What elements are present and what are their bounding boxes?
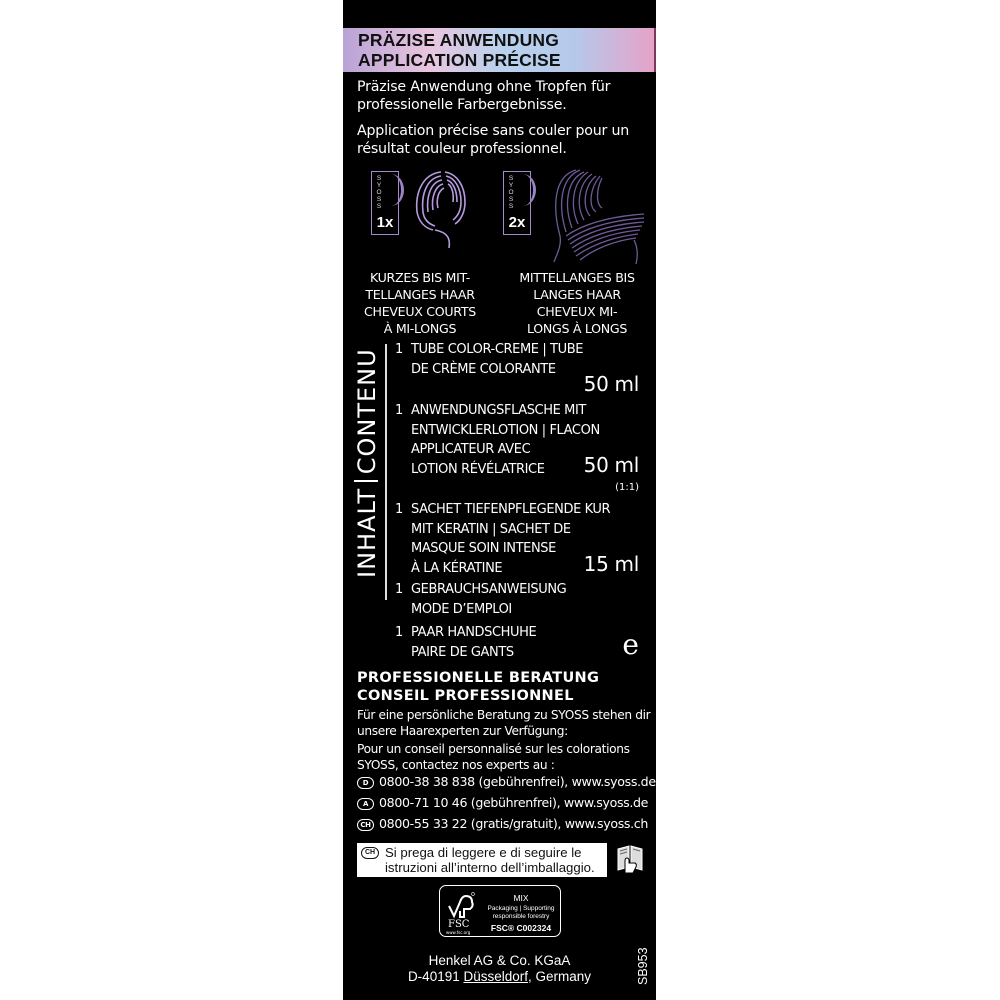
advice-text-fr-2: SYOSS, contactez nos experts au : [357, 758, 555, 772]
item-volume: 50 ml [583, 453, 639, 477]
contents-label-fr: CONTENU [353, 348, 381, 475]
product-code: SB953 [636, 947, 650, 985]
advice-text-de-1: Für eine persönliche Beratung zu SYOSS stehen dir [357, 708, 651, 722]
item-line: APPLICATEUR AVEC [411, 442, 531, 457]
item-text [411, 580, 566, 619]
item-line: PAIRE DE GANTS [411, 644, 514, 660]
divider [354, 480, 378, 482]
fsc-logo-text: FSC [448, 919, 470, 930]
notice-line: Si prega di leggere e di seguire le [385, 845, 582, 860]
item-line: ENTWICKLERLOTION | FLACON [411, 422, 600, 438]
item-line: MODE D’EMPLOI [411, 601, 512, 617]
tube-count-badge-2x [503, 171, 531, 235]
advice-title-fr: CONSEIL PROFESSIONNEL [357, 688, 574, 704]
caption-line: TELLANGES HAAR [365, 287, 475, 302]
intro-text-fr: Application précise sans couler pour un résultat couleur professionnel. [357, 123, 630, 157]
advice-text-de-2: unsere Haarexperten zur Verfügung: [357, 724, 568, 738]
manufacturer-address [343, 969, 656, 985]
item-line: GEBRAUCHSANWEISUNG [411, 582, 567, 597]
item-count: 1 [395, 403, 403, 418]
long-hair-icon [546, 166, 646, 266]
fsc-license: FSC® C002324 [490, 923, 552, 933]
usage-caption-short [357, 269, 483, 337]
postal-code: D-40191 [407, 969, 464, 984]
item-line: LOTION RÉVÉLATRICE [411, 461, 545, 477]
country-badge-icon: CH [357, 819, 374, 831]
fsc-certification-label [439, 885, 561, 937]
product-panel [343, 0, 656, 1000]
estimated-sign-icon: e [622, 628, 639, 661]
tube-quantity: 2x [508, 214, 526, 231]
fsc-url: www.fsc.org [446, 930, 471, 935]
short-hair-icon [411, 168, 471, 250]
item-text [411, 340, 583, 379]
item-text [411, 500, 610, 578]
contents-label-de: INHALT [353, 487, 381, 578]
caption-line: À MI-LONGS [383, 321, 457, 336]
item-line: À LA KÉRATINE [411, 560, 503, 576]
item-line: DE CRÈME COLORANTE [411, 361, 556, 377]
item-line: ANWENDUNGSFLASCHE MIT [411, 403, 586, 418]
item-count: 1 [395, 502, 403, 517]
phone-line-switzerland [357, 816, 648, 831]
instructions-notice [357, 843, 607, 877]
item-count: 1 [395, 582, 403, 597]
header-title-fr: APPLICATION PRÉCISE [358, 50, 561, 70]
usage-caption-long [503, 269, 651, 337]
phone-text: 0800-38 38 838 (gebührenfrei), www.syoss.de [379, 774, 656, 789]
country-badge-icon: CH [361, 847, 379, 859]
item-text [411, 401, 600, 479]
item-line: TUBE COLOR-CREME | TUBE [411, 342, 584, 357]
country: , Germany [528, 969, 592, 984]
section-header-precise-application [343, 28, 656, 72]
caption-line: KURZES BIS MIT- [370, 270, 470, 285]
manufacturer-name: Henkel AG & Co. KGaA [428, 953, 571, 968]
phone-text: 0800-71 10 46 (gebührenfrei), www.syoss.de [379, 795, 649, 810]
fsc-mix: MIX [513, 893, 529, 903]
brand-label: S Y O S S [508, 175, 514, 210]
caption-line: MITTELLANGES BIS [519, 270, 635, 285]
fsc-desc-2: responsible forestry [492, 913, 550, 920]
item-line: SACHET TIEFENPFLEGENDE KUR [411, 502, 611, 517]
country-badge-icon: D [357, 777, 374, 789]
country-badge-icon: A [357, 798, 374, 810]
item-volume: 15 ml [583, 552, 639, 576]
brand-label: S Y O S S [376, 175, 382, 210]
item-line: MASQUE SOIN INTENSE [411, 541, 556, 556]
header-title-de: PRÄZISE ANWENDUNG [358, 30, 560, 50]
read-instructions-book-icon [615, 843, 645, 875]
notice-line: istruzioni all’interno dell’imballaggio. [385, 860, 595, 875]
item-count: 1 [395, 342, 403, 357]
item-line: MIT KERATIN | SACHET DE [411, 521, 571, 537]
item-count: 1 [395, 625, 403, 640]
contents-divider-line [385, 344, 387, 600]
item-ratio: (1:1) [615, 482, 639, 493]
intro-text-de: Präzise Anwendung ohne Tropfen für professionelle Farbergebnisse. [357, 79, 611, 113]
item-volume: 50 ml [583, 372, 639, 396]
item-text [411, 623, 536, 662]
item-line: PAAR HANDSCHUHE [411, 625, 537, 640]
advice-text-fr-1: Pour un conseil personnalisé sur les colorations [357, 742, 630, 756]
city: Düsseldorf [463, 969, 529, 984]
tube-count-badge-1x [371, 171, 399, 235]
tube-quantity: 1x [376, 214, 394, 231]
phone-line-austria [357, 795, 648, 810]
caption-line: LONGS À LONGS [526, 321, 628, 336]
phone-line-germany [357, 774, 656, 789]
caption-line: CHEVEUX COURTS [364, 304, 476, 319]
fsc-desc-1: Packaging | Supporting [487, 905, 555, 912]
caption-line: CHEVEUX MI- [536, 304, 618, 319]
advice-title-de: PROFESSIONELLE BERATUNG [357, 670, 600, 686]
contents-label [353, 348, 381, 578]
phone-text: 0800-55 33 22 (gratis/gratuit), www.syoss.ch [379, 816, 648, 831]
caption-line: LANGES HAAR [533, 287, 621, 302]
